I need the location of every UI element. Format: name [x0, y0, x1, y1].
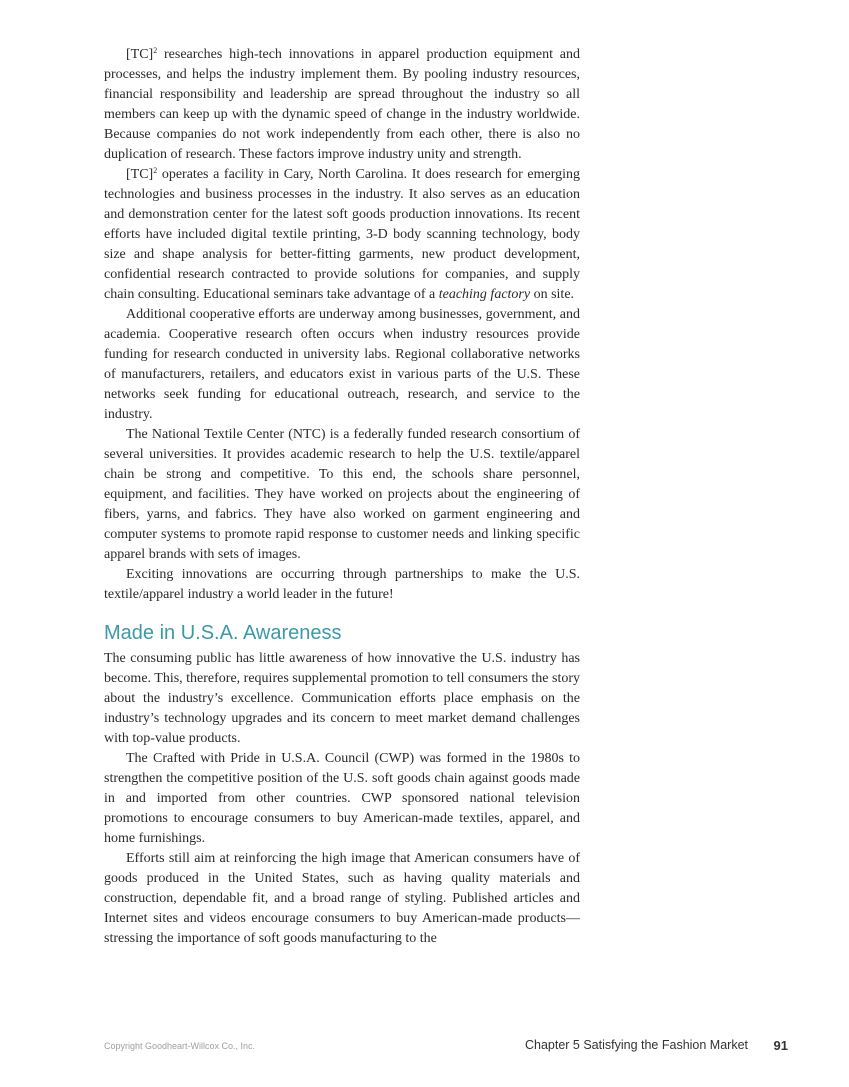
section-heading: Made in U.S.A. Awareness	[104, 622, 342, 644]
copyright: Copyright Goodheart-Willcox Co., Inc.	[104, 1041, 256, 1051]
text: operates a facility in Cary, North Carolina. It does research for emerging technologies and business processes in the industry. It also serves as an education and demonstration center for the latest soft goods production innovations. Its recent efforts have included digital textile printing, 3-D body scanning technology, body size and shape analysis for better-fitting garments, new product development, confidential research contracted to provide solutions for companies, and supply chain consulting. Educational seminars take advantage of a	[104, 167, 580, 302]
text: researches high-tech innovations in apparel production equipment and processes, and helps the industry implement them. By pooling industry resources, financial responsibility and leadership are spread throughout the industry so all members can keep up with the dynamic speed of change in the industry worldwide. Because companies do not work independently from each other, there is also no duplication of research. These factors improve industry unity and strength.	[104, 47, 580, 162]
text: [TC]	[126, 167, 154, 182]
text: on site.	[530, 287, 575, 302]
page-number: 91	[773, 1038, 788, 1053]
paragraph	[104, 45, 580, 165]
paragraph	[104, 165, 580, 305]
body-column	[104, 45, 580, 949]
paragraph: Exciting innovations are occurring through partnerships to make the U.S. textile/apparel industry a world leader in the future!	[104, 567, 580, 602]
italic-term: teaching factory	[438, 287, 531, 302]
paragraph: The Crafted with Pride in U.S.A. Council (CWP) was formed in the 1980s to strengthen the competitive position of the U.S. soft goods chain against goods made in and imported from other countries. CWP sponsored national television promotions to encourage consumers to buy American-made textiles, apparel, and home furnishings.	[104, 751, 580, 846]
paragraph: Efforts still aim at reinforcing the high image that American consumers have of goods produced in the United States, such as having quality materials and construction, dependable fit, and a broad range of styling. Published articles and Internet sites and videos encourage consumers to buy American-made products—stressing the importance of soft goods manufacturing to the	[104, 851, 580, 946]
chapter-title: Chapter 5 Satisfying the Fashion Market	[524, 1038, 748, 1052]
superscript: 2	[153, 46, 158, 55]
paragraph: The National Textile Center (NTC) is a federally funded research consortium of several universities. It provides academic research to help the U.S. textile/apparel chain be strong and competitive. To this end, the schools share personnel, equipment, and facilities. They have worked on projects about the engineering of fibers, yarns, and fabrics. They have also worked on garment engineering and computer systems to promote rapid response to customer needs and linking specific apparel brands with sets of images.	[104, 427, 580, 562]
paragraph: The consuming public has little awareness of how innovative the U.S. industry has become. This, therefore, requires supplemental promotion to tell consumers the story about the industry’s excellence. Communication efforts place emphasis on the industry’s technology upgrades and its concern to meet market demand challenges with top-value products.	[104, 651, 581, 746]
paragraph: Additional cooperative efforts are underway among businesses, government, and academia. Cooperative research often occurs when industry resources provide funding for research conducted in university labs. Regional collaborative networks of manufacturers, retailers, and educators exist in various parts of the U.S. These networks seek funding for educational outreach, research, and service to the industry.	[104, 307, 580, 422]
superscript: 2	[153, 166, 158, 175]
text: [TC]	[126, 47, 154, 62]
